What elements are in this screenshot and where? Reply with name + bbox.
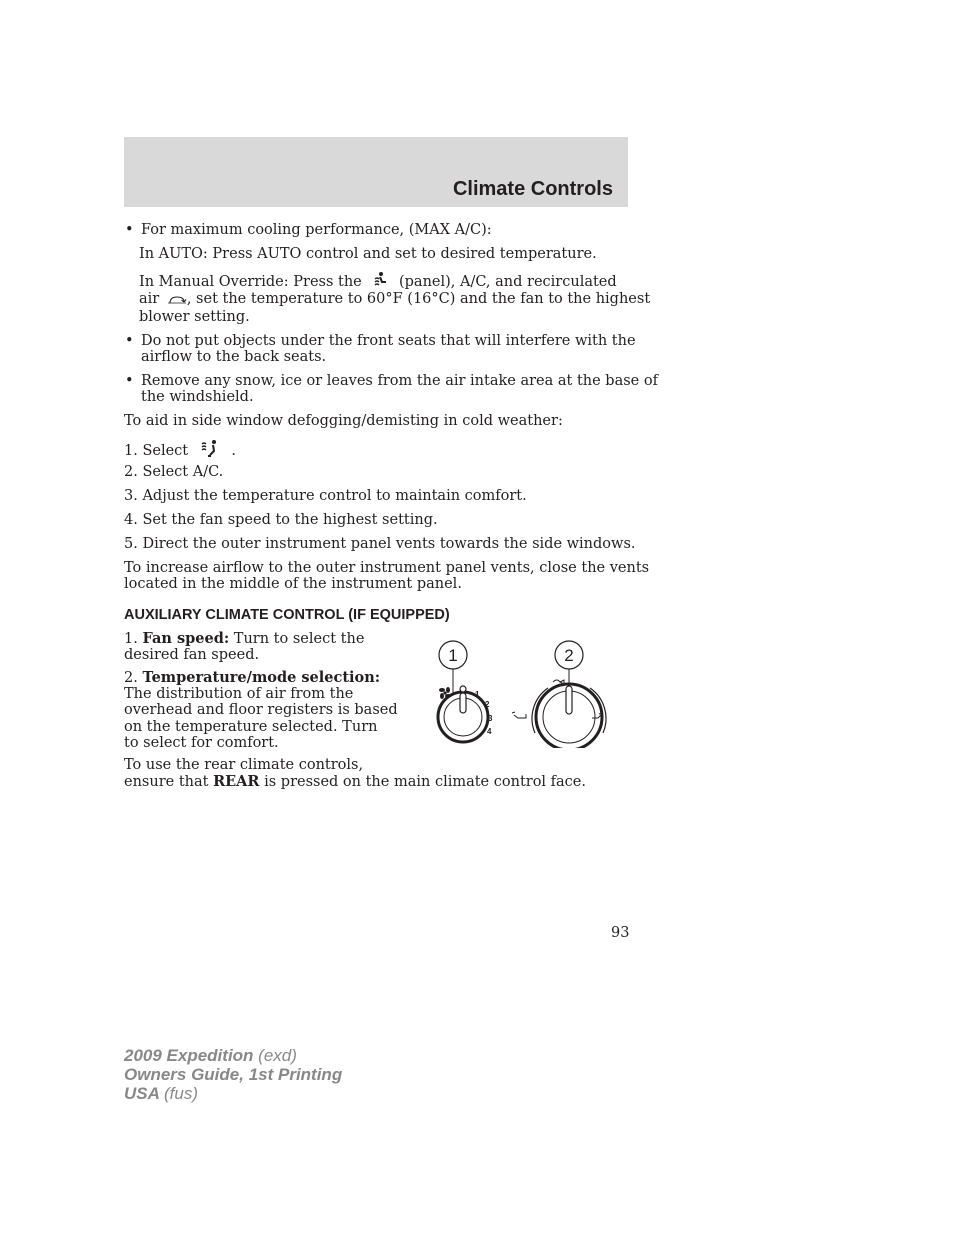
max-ac-manual-line3: blower setting.: [139, 309, 250, 325]
temp-mode-line1: [124, 670, 380, 687]
footer-market: USA: [124, 1084, 160, 1103]
manual-text-a: In Manual Override: Press the: [139, 274, 362, 290]
step1-end: .: [231, 443, 236, 459]
snow-bullet-line1: Remove any snow, ice or leaves from the air intake area at the base of: [141, 373, 658, 389]
temp-mode-knob: [512, 680, 606, 748]
snow-bullet-line2: the windshield.: [141, 389, 254, 405]
callout-2-label: 2: [564, 646, 574, 665]
aux-control-diagram: [408, 638, 608, 752]
bullet-dot: •: [125, 222, 134, 238]
header-bar: [124, 137, 628, 207]
fan-label: Fan speed:: [142, 630, 230, 647]
fan-text: Turn to select the: [233, 631, 365, 647]
max-ac-bullet: For maximum cooling performance, (MAX A/C):: [141, 222, 492, 238]
overhead-vent-icon: [553, 680, 564, 684]
footer: [124, 1046, 342, 1103]
section-heading: AUXILIARY CLIMATE CONTROL (IF EQUIPPED): [124, 607, 450, 623]
rear-line2: [124, 774, 586, 791]
fan-level-1: 1: [475, 690, 480, 699]
airflow-line1: To increase airflow to the outer instrument panel vents, close the vents: [124, 560, 650, 576]
manual-text-d: , set the temperature to 60°F (16°C) and the fan to the highest: [186, 291, 651, 307]
temp-label: Temperature/mode selection:: [142, 669, 381, 686]
footer-line-2: Owners Guide, 1st Printing: [124, 1065, 343, 1084]
fan-speed-line1: [124, 631, 364, 648]
footer-model-code: (exd): [258, 1046, 297, 1065]
footer-market-code: (fus): [164, 1084, 198, 1103]
footer-model: 2009 Expedition: [124, 1046, 254, 1065]
seats-bullet-line1: Do not put objects under the front seats that will interfere with the: [141, 333, 636, 349]
floor-vent-icon-left: [512, 712, 526, 718]
footer-line-1: [124, 1046, 342, 1065]
manual-text-b: (panel), A/C, and recirculated: [398, 274, 617, 290]
max-ac-auto: In AUTO: Press AUTO control and set to desired temperature.: [139, 246, 597, 262]
rear-text-c: is pressed on the main climate control face.: [264, 774, 586, 790]
max-ac-manual-line2: [139, 291, 650, 311]
page-title: Climate Controls: [452, 178, 613, 200]
temp-mode-line3: overhead and floor registers is based: [124, 702, 398, 718]
fan-speed-knob: [438, 686, 493, 742]
temp-mode-line4: on the temperature selected. Turn: [124, 719, 378, 735]
bullet-dot: •: [125, 333, 134, 349]
footer-line-3: [124, 1084, 342, 1103]
step1-text: 1. Select: [124, 443, 189, 459]
defog-step-4: 4. Set the fan speed to the highest setting.: [124, 512, 438, 528]
defog-step-1: [124, 439, 236, 464]
aux-control-svg: [408, 638, 608, 748]
airflow-line2: located in the middle of the instrument panel.: [124, 576, 462, 592]
manual-text-c: air: [139, 291, 160, 307]
floor-defrost-icon: [199, 439, 219, 464]
page-number: 93: [611, 925, 630, 941]
rear-line1: To use the rear climate controls,: [124, 757, 364, 773]
rear-keyword: REAR: [213, 773, 260, 790]
bullet-dot: •: [125, 373, 134, 389]
defog-step-2: 2. Select A/C.: [124, 464, 224, 480]
temp-num: 2.: [124, 670, 138, 686]
temp-mode-line5: to select for comfort.: [124, 735, 279, 751]
fan-icon: [439, 687, 451, 699]
fan-speed-line2: desired fan speed.: [124, 647, 260, 663]
fan-level-3: 3: [488, 714, 493, 723]
temp-mode-line2: The distribution of air from the: [124, 686, 354, 702]
fan-level-4: 4: [487, 727, 492, 736]
fan-num: 1.: [124, 631, 138, 647]
seats-bullet-line2: airflow to the back seats.: [141, 349, 327, 365]
callout-1-label: 1: [448, 646, 458, 665]
defog-step-5: 5. Direct the outer instrument panel vents towards the side windows.: [124, 536, 636, 552]
defog-intro: To aid in side window defogging/demisting in cold weather:: [124, 413, 563, 429]
defog-step-3: 3. Adjust the temperature control to maintain comfort.: [124, 488, 527, 504]
rear-text-a: ensure that: [124, 774, 209, 790]
fan-level-2: 2: [485, 700, 490, 709]
